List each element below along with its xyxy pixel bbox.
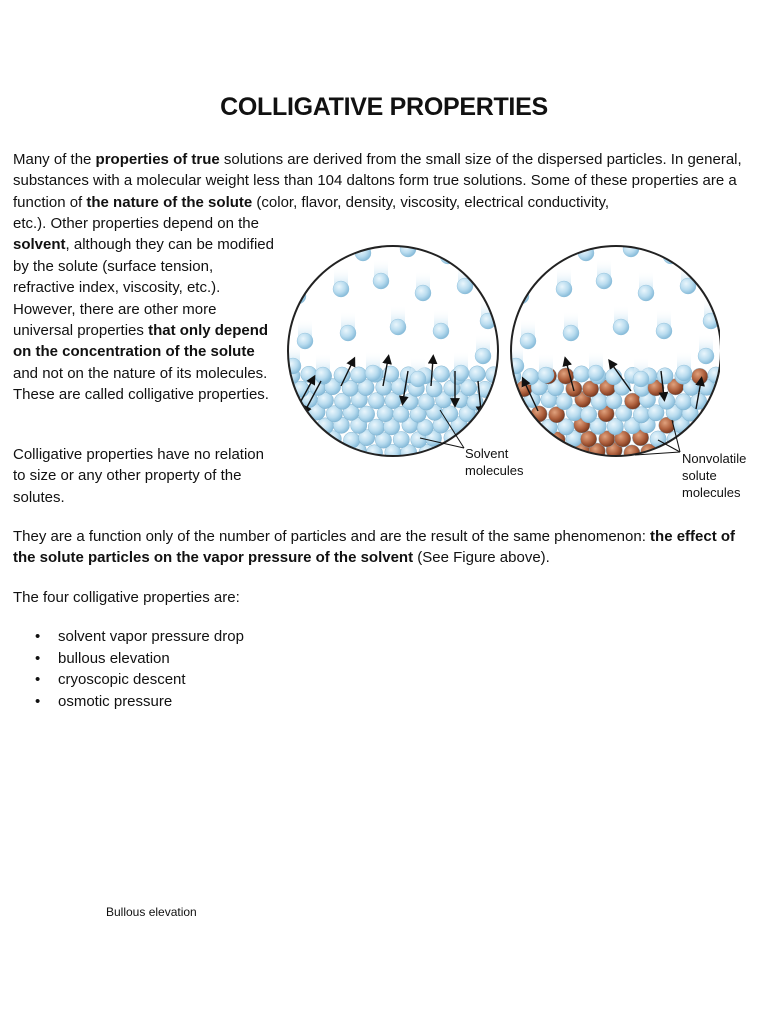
intro-cont-text-1: etc.). Other properties depend on the (13, 215, 259, 232)
vapor-pressure-figure (280, 240, 720, 470)
intro-bold-2: the nature of the solute (86, 193, 253, 211)
solvent-molecule (282, 469, 298, 470)
vapor-trail (579, 240, 593, 249)
solution-molecule (506, 419, 522, 435)
vapor-molecule (596, 273, 612, 289)
solution-molecule (625, 468, 641, 470)
solution-molecule (531, 457, 547, 470)
intro-text-1: Many of the (13, 151, 96, 168)
vapor-molecule (508, 358, 524, 374)
function-text-1: They are a function only of the number of particles and are the result of the same phenomenon: (13, 528, 651, 545)
figure-caption: Bullous elevation (106, 905, 197, 919)
vapor-trail (356, 240, 370, 249)
vapor-molecule (588, 365, 604, 381)
bullet-icon: • (35, 649, 41, 667)
solvent-molecule (494, 381, 510, 397)
solvent-molecule (280, 431, 292, 447)
list-item (13, 648, 244, 670)
solvent-molecule (443, 455, 459, 470)
solution-molecule (608, 469, 624, 470)
solvent-molecule (418, 469, 434, 470)
vapor-molecule (433, 323, 449, 339)
intro-cont-bold-1: solvent (13, 236, 66, 254)
solvent-molecule (425, 457, 441, 470)
solvent-molecule (469, 366, 485, 382)
solution-molecule (539, 469, 555, 470)
solution-molecule (709, 417, 720, 433)
solvent-molecules-label (465, 445, 524, 479)
intro-continued-paragraph (13, 213, 275, 406)
solvent-molecule (358, 406, 374, 422)
bullet-icon: • (35, 628, 41, 645)
nonvolatile-solute-label (682, 450, 746, 501)
solvent-molecule (391, 455, 407, 470)
solution-molecule (565, 456, 581, 470)
solution-molecule (615, 456, 631, 470)
list-item (13, 691, 244, 713)
vapor-molecule (538, 251, 554, 267)
solution-molecule (699, 430, 715, 446)
solution-molecule (580, 456, 596, 470)
solvent-molecule (301, 442, 317, 458)
intro-text-2: solutions are derived from the small size of the dispersed particles. In general, substances with a molecular weight less than 104 daltons form true solutions. Some of these properties are a function of (13, 151, 742, 211)
solution-molecule (692, 368, 708, 384)
intro-cont-text-2: , although they can be modified by the solute (surface tension, refractive index, viscosity, etc.). However, there are other more universal properties (13, 236, 274, 340)
vapor-molecule (333, 281, 349, 297)
solution-molecule (573, 366, 589, 382)
vapor-molecule (390, 319, 406, 335)
movement-arrow (716, 381, 720, 411)
solute-label-line-3: molecules (682, 485, 741, 500)
intro-cont-text-3: and not on the nature of its molecules. These are called colligative properties. (13, 364, 269, 404)
solution-molecule (658, 469, 674, 470)
intro-bold-1: properties of true (95, 151, 220, 168)
vapor-molecule (538, 367, 554, 383)
solution-molecule (633, 407, 649, 423)
vapor-trail (664, 240, 678, 252)
vapor-molecule (613, 319, 629, 335)
solution-molecule (600, 457, 616, 470)
page-title: COLLIGATIVE PROPERTIES (220, 93, 548, 121)
solution-molecule (657, 368, 673, 384)
vapor-molecule (556, 281, 572, 297)
bullet-icon: • (35, 692, 41, 710)
vapor-molecule (285, 358, 301, 374)
vapor-trail (291, 274, 305, 292)
solution-molecule (631, 455, 647, 470)
solvent-molecule (316, 468, 332, 470)
vapor-molecule (415, 285, 431, 301)
solvent-molecule (410, 458, 426, 470)
intro-paragraph (13, 149, 758, 213)
solvent-label-line-2: molecules (465, 463, 524, 478)
solution-molecule (498, 380, 514, 396)
solvent-molecule (484, 417, 500, 433)
colligative-properties-list (13, 626, 244, 712)
solution-molecule (548, 455, 564, 470)
solution-molecule (557, 469, 573, 470)
list-item-text: cryoscopic descent (58, 671, 186, 689)
solvent-molecule (433, 366, 449, 382)
solvent-molecule (350, 367, 366, 383)
solution-molecule (684, 430, 700, 446)
list-item-text: bullous elevation (58, 649, 170, 667)
solution-molecule (659, 393, 675, 409)
list-item-text: solvent vapor pressure drop (58, 628, 244, 645)
solvent-molecule (308, 457, 324, 470)
pure-solvent-globe (280, 240, 511, 470)
solvent-molecule (334, 469, 350, 470)
solvent-molecule (284, 418, 300, 434)
solvent-molecule (343, 432, 359, 448)
intro-text-3: (color, flavor, density, viscosity, electrical conductivity, (252, 193, 610, 211)
vapor-molecule (633, 371, 649, 387)
solvent-molecule (283, 443, 299, 459)
solvent-molecule (280, 379, 290, 395)
solvent-molecule (301, 366, 317, 382)
vapor-molecule (656, 323, 672, 339)
solvent-molecule (385, 469, 401, 470)
list-item-text: osmotic pressure (58, 692, 173, 710)
list-intro-paragraph: The four colligative properties are: (13, 589, 240, 606)
solvent-molecule (280, 457, 292, 470)
solvent-molecule (324, 456, 340, 470)
solution-molecule (531, 406, 547, 422)
vapor-molecule (373, 273, 389, 289)
intro-cont-bold-2: that only depend on the concentration of the solute (13, 322, 269, 361)
solution-molecule (605, 369, 621, 385)
vapor-trail (514, 274, 528, 292)
size-relation-paragraph: Colligative properties have no relation to size or any other property of the solutes. (13, 446, 264, 506)
solution-molecule (715, 429, 720, 445)
vapor-molecule (563, 325, 579, 341)
vapor-molecule (340, 325, 356, 341)
solvent-molecule (291, 455, 307, 470)
function-text-2: (See Figure above). (413, 549, 550, 567)
solvent-molecule (334, 367, 350, 383)
solution-molecule (523, 442, 539, 458)
vapor-molecule (698, 348, 714, 364)
function-paragraph (13, 526, 758, 569)
solution-molecule (580, 406, 596, 422)
solvent-molecule (359, 457, 375, 470)
vapor-molecule (676, 365, 692, 381)
solution-molecule (715, 404, 720, 420)
solvent-molecule (280, 406, 293, 422)
solvent-molecule (402, 467, 418, 470)
solvent-molecule (299, 469, 315, 470)
solute-label-line-2: solute (682, 468, 717, 483)
solute-label-line-1: Nonvolatile (682, 451, 747, 466)
vapor-molecule (365, 365, 381, 381)
vapor-molecule (315, 251, 331, 267)
solvent-molecule (494, 406, 510, 422)
vapor-molecule (475, 348, 491, 364)
solution-molecule (648, 455, 664, 470)
solvent-molecule (375, 456, 391, 470)
vapor-molecule (638, 285, 654, 301)
solution-molecule (523, 469, 539, 470)
solvent-molecule (316, 443, 332, 459)
vapor-molecule (410, 371, 426, 387)
list-item (13, 669, 244, 691)
solvent-molecule (292, 432, 308, 448)
solution-molecule (675, 394, 691, 410)
solution-molecule (499, 405, 515, 421)
list-item (13, 626, 244, 648)
vapor-trail (539, 240, 553, 255)
solvent-molecule (344, 456, 360, 470)
solvent-label-line-1: Solvent (465, 446, 509, 461)
solvent-molecule (450, 468, 466, 470)
vapor-trail (401, 240, 415, 245)
vapor-molecule (315, 367, 331, 383)
vapor-trail (441, 240, 455, 252)
vapor-trail (624, 240, 638, 245)
bullet-icon: • (35, 671, 41, 689)
solvent-molecule (309, 432, 325, 448)
solution-molecule (531, 432, 547, 448)
vapor-trail (316, 240, 330, 255)
solution-molecule (665, 458, 681, 470)
solution-molecule (708, 393, 720, 409)
function-bold-1: the effect of the solute particles on the vapor pressure of the solvent (13, 528, 736, 567)
solution-molecule (538, 442, 554, 458)
